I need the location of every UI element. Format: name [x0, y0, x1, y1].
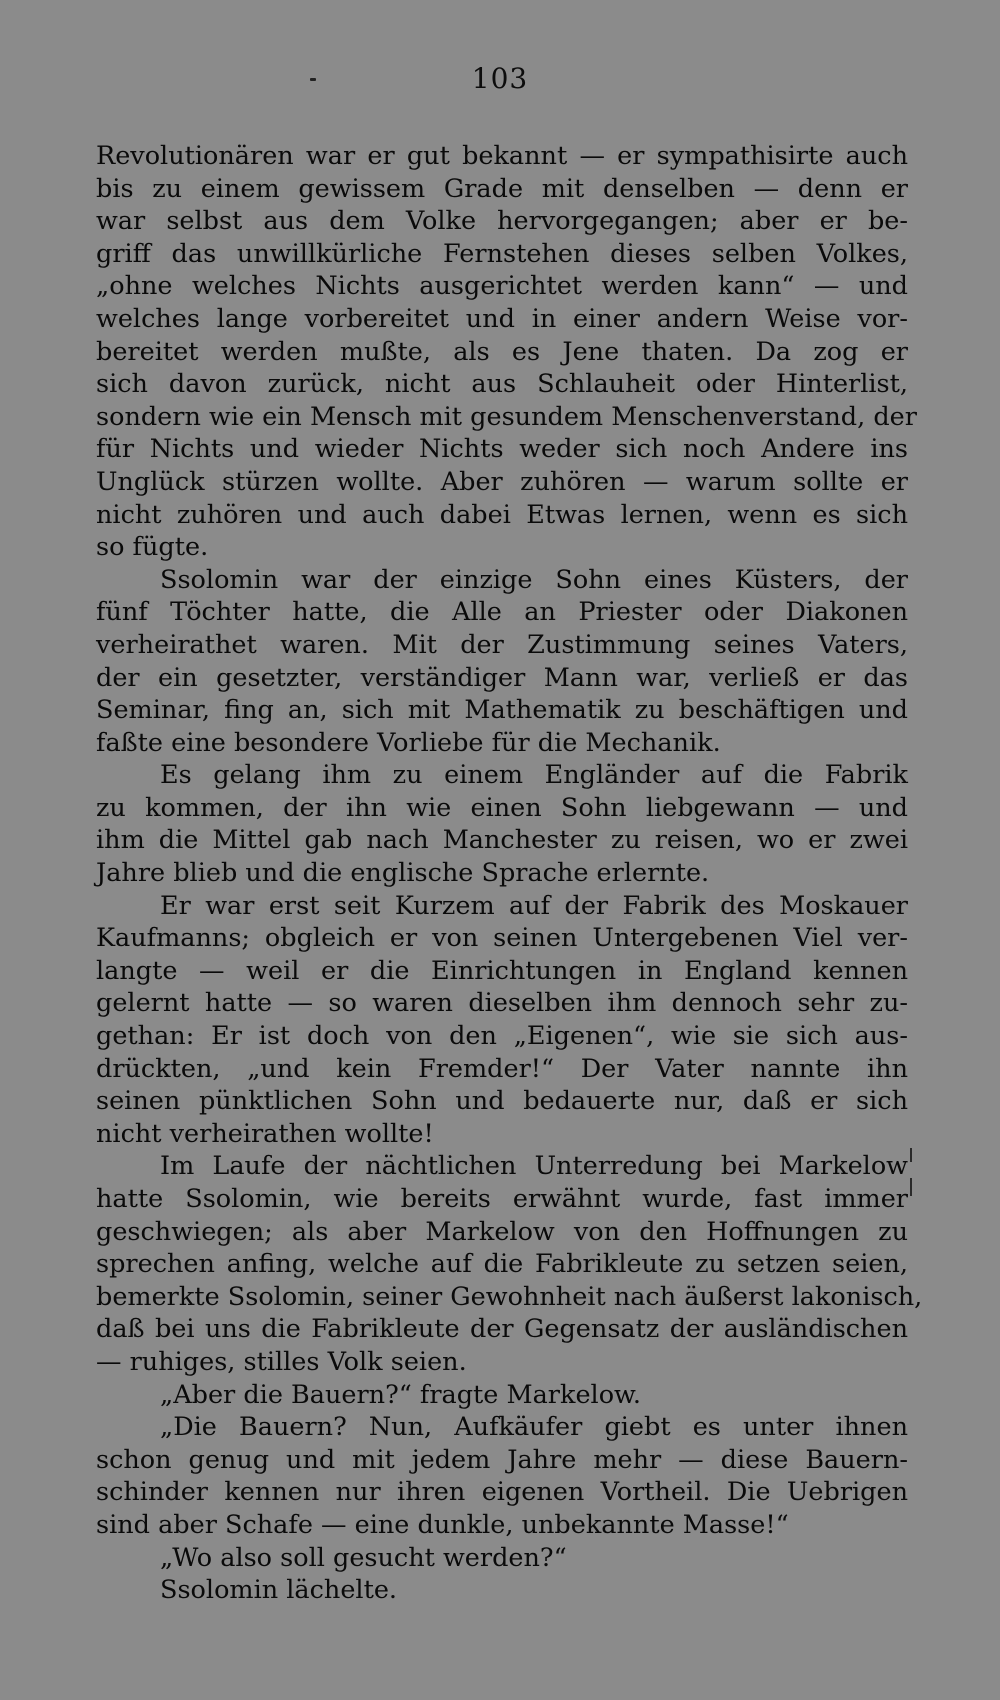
text-line: Jahre blieb und die englische Sprache erlernte. [96, 858, 710, 889]
text-line: Unglück stürzen wollte. Aber zuhören — warum sollte er [96, 466, 908, 497]
text-line: Im Laufe der nächtlichen Unterredung bei Markelow [160, 1151, 908, 1182]
body-text [96, 140, 923, 1607]
text-line: „Aber die Bauern?“ fragte Markelow. [160, 1379, 641, 1410]
text-line: Ssolomin lächelte. [160, 1575, 398, 1606]
text-line: schinder kennen nur ihren eigenen Vortheil. Die Uebrigen [96, 1477, 908, 1508]
text-line: verheirathet waren. Mit der Zustimmung seines Vaters, [96, 629, 908, 660]
text-line: so fügte. [96, 532, 209, 563]
text-line: griff das unwillkürliche Fernstehen dieses selben Volkes, [96, 238, 908, 269]
text-line: bis zu einem gewissem Grade mit denselben — denn er [96, 173, 908, 204]
text-line: seinen pünktlichen Sohn und bedauerte nur, daß er sich [96, 1086, 908, 1117]
text-line: für Nichts und wieder Nichts weder sich noch Andere ins [96, 434, 908, 465]
text-line: zu kommen, der ihn wie einen Sohn liebgewann — und [96, 792, 908, 823]
text-line: schon genug und mit jedem Jahre mehr — diese Bauern- [96, 1444, 908, 1475]
text-line: Er war erst seit Kurzem auf der Fabrik des Moskauer [160, 890, 908, 921]
text-line: fünf Töchter hatte, die Alle an Priester oder Diakonen [96, 597, 908, 628]
text-line: faßte eine besondere Vorliebe für die Mechanik. [96, 727, 721, 758]
text-line: Revolutionären war er gut bekannt — er sympathisirte auch [96, 141, 908, 171]
text-line: langte — weil er die Einrichtungen in England kennen [96, 955, 908, 986]
page-number: 103 [471, 62, 529, 95]
text-line: Es gelang ihm zu einem Engländer auf die Fabrik [160, 760, 908, 791]
text-line: drückten, „und kein Fremder!“ Der Vater nannte ihn [96, 1053, 908, 1084]
text-line: ihm die Mittel gab nach Manchester zu reisen, wo er zwei [96, 825, 908, 856]
text-line: sind aber Schafe — eine dunkle, unbekannte Masse!“ [96, 1509, 789, 1540]
text-line: sondern wie ein Mensch mit gesundem Menschenverstand, der [96, 401, 917, 432]
text-line: Seminar, fing an, sich mit Mathematik zu beschäftigen und [96, 695, 908, 726]
text-line: daß bei uns die Fabrikleute der Gegensatz der ausländischen [96, 1314, 908, 1345]
text-line: sprechen anfing, welche auf die Fabrikleute zu setzen seien, [96, 1249, 908, 1280]
text-line: — ruhiges, stilles Volk seien. [96, 1346, 467, 1377]
text-line: gelernt hatte — so waren dieselben ihm dennoch sehr zu- [96, 988, 908, 1019]
text-line: der ein gesetzter, verständiger Mann war, verließ er das [96, 662, 908, 693]
text-line: hatte Ssolomin, wie bereits erwähnt wurde, fast immer [96, 1184, 908, 1214]
text-line: bemerkte Ssolomin, seiner Gewohnheit nach äußerst lakonisch, [96, 1281, 923, 1312]
text-line: Ssolomin war der einzige Sohn eines Küsters, der [160, 564, 908, 595]
text-line: „Die Bauern? Nun, Aufkäufer giebt es unter ihnen [160, 1412, 908, 1443]
margin-mark [910, 1148, 912, 1162]
text-line: geschwiegen; als aber Markelow von den Hoffnungen zu [96, 1216, 908, 1247]
margin-mark [910, 1178, 912, 1196]
text-line: sich davon zurück, nicht aus Schlauheit oder Hinterlist, [96, 369, 908, 400]
text-line: war selbst aus dem Volke hervorgegangen; aber er be- [96, 206, 908, 237]
text-line: welches lange vorbereitet und in einer andern Weise vor- [96, 303, 908, 334]
text-line: gethan: Er ist doch von den „Eigenen“, wie sie sich aus- [96, 1021, 908, 1052]
text-line: nicht zuhören und auch dabei Etwas lernen, wenn es sich [96, 499, 908, 530]
text-line: Kaufmanns; obgleich er von seinen Untergebenen Viel ver- [96, 923, 908, 954]
text-line: „Wo also soll gesucht werden?“ [160, 1542, 567, 1573]
text-line: bereitet werden mußte, als es Jene thaten. Da zog er [96, 336, 908, 367]
text-line: „ohne welches Nichts ausgerichtet werden kann“ — und [96, 271, 908, 302]
text-line: nicht verheirathen wollte! [96, 1118, 434, 1149]
